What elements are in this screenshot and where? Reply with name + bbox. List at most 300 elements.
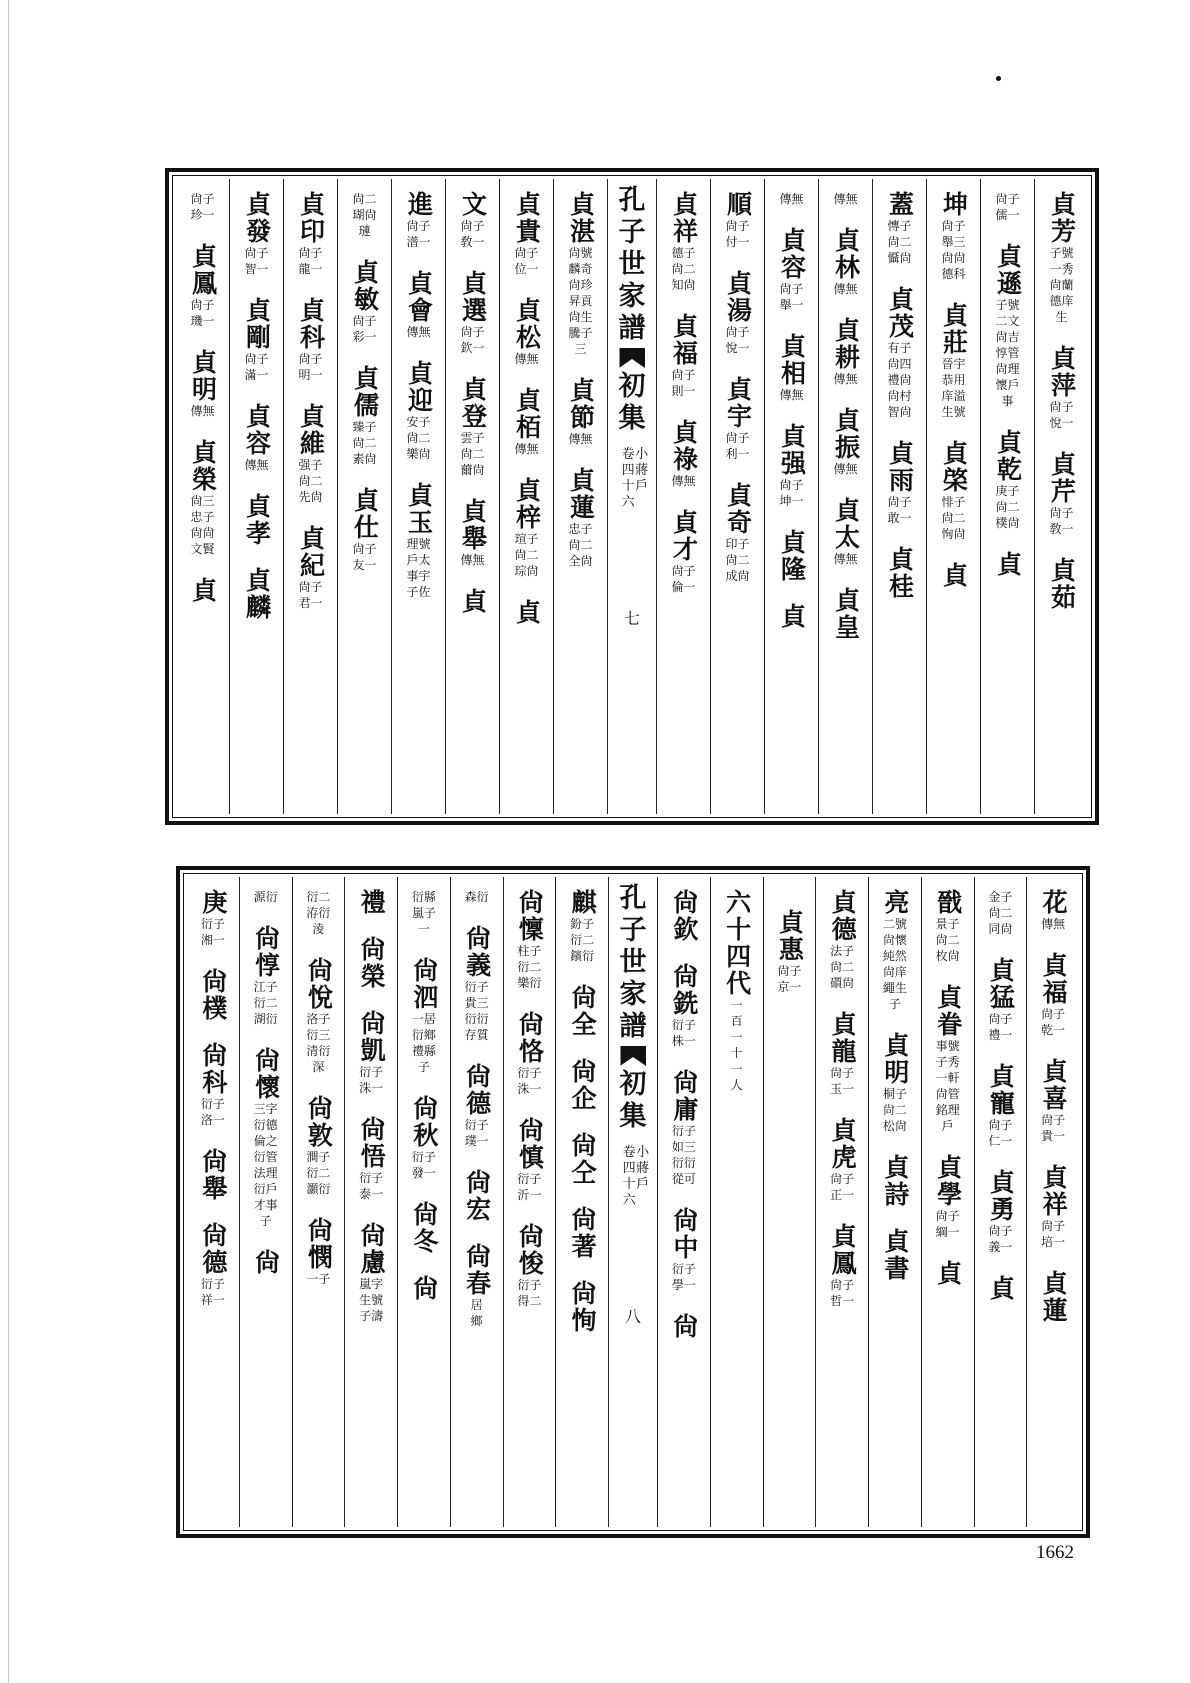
annotation-note: 尙子 bbox=[988, 1118, 1013, 1132]
person-name bbox=[777, 529, 807, 583]
annotation-note: 君一 bbox=[298, 596, 323, 610]
person-name bbox=[933, 889, 963, 916]
annotation-note: 事 bbox=[1001, 394, 1014, 408]
annotation-note: 衍子 bbox=[359, 1065, 384, 1079]
person-name-text: 貞登 bbox=[458, 376, 488, 430]
person-name bbox=[356, 1222, 386, 1276]
fishtail-mark bbox=[619, 348, 645, 368]
annotation-note: 銘理 bbox=[935, 1103, 960, 1117]
annotation-note: 先尙 bbox=[298, 490, 323, 504]
annotation-note: 湖衍 bbox=[253, 1012, 278, 1026]
person-name-text: 貞眷 bbox=[933, 984, 963, 1038]
annotation-note: 衍子 bbox=[671, 1124, 696, 1138]
annotation-note: 忠子 bbox=[190, 510, 215, 524]
annotation-note: 尙子 bbox=[830, 1172, 855, 1186]
person-name bbox=[296, 297, 326, 351]
annotation-note: 利一 bbox=[725, 447, 750, 461]
annotation-note: 敎一 bbox=[460, 235, 485, 249]
person-name bbox=[458, 270, 488, 324]
person-name bbox=[462, 925, 492, 979]
person-name-text: 貞祿 bbox=[669, 419, 699, 473]
genealogy-column bbox=[229, 179, 283, 814]
annotation-note: 尙子 bbox=[352, 542, 377, 556]
column-text bbox=[722, 889, 752, 1093]
column-text bbox=[458, 191, 488, 615]
person-name bbox=[512, 477, 542, 531]
person-name bbox=[303, 957, 333, 1011]
person-name bbox=[880, 1228, 910, 1282]
annotation-note: 培一 bbox=[1041, 1235, 1066, 1249]
column-text bbox=[188, 191, 218, 604]
person-name-text: 貞松 bbox=[512, 297, 542, 351]
annotation-note: 十 bbox=[730, 1046, 743, 1060]
annotation-note: 尙子 bbox=[1041, 1007, 1066, 1021]
annotation-note: 尙二 bbox=[460, 447, 485, 461]
annotation-note: 乾一 bbox=[1041, 1023, 1066, 1037]
person-name bbox=[669, 889, 699, 943]
person-name bbox=[567, 1132, 597, 1186]
person-name bbox=[933, 984, 963, 1038]
person-name-text: 坤 bbox=[939, 191, 969, 218]
person-name bbox=[939, 191, 969, 218]
person-name-text: 尙宏 bbox=[462, 1169, 492, 1223]
person-name-text: 貞容 bbox=[777, 227, 807, 281]
person-name-text: 貞寵 bbox=[986, 1063, 1016, 1117]
person-name bbox=[356, 1010, 386, 1064]
annotation-note: 尙子 bbox=[1041, 1113, 1066, 1127]
annotation-note: 二文 bbox=[995, 314, 1020, 328]
annotation-note: 欽一 bbox=[460, 341, 485, 355]
annotation-note: 柱子 bbox=[517, 944, 542, 958]
annotation-note: 才事 bbox=[253, 1198, 278, 1212]
column-text bbox=[723, 191, 753, 584]
annotation-note: 衍子 bbox=[200, 1097, 225, 1111]
annotation-note: 哲一 bbox=[830, 1294, 855, 1308]
annotation-note: 衍子 bbox=[517, 1066, 542, 1080]
person-name-text: 貞舉 bbox=[458, 498, 488, 552]
annotation-note: 尙二 bbox=[725, 553, 750, 567]
person-name bbox=[198, 889, 228, 916]
annotation-note: 一 bbox=[730, 1030, 743, 1044]
person-name bbox=[722, 889, 752, 997]
person-name-text: 貞貴 bbox=[512, 191, 542, 245]
genealogy-column bbox=[344, 877, 397, 1527]
annotation-note: 文賢 bbox=[190, 542, 215, 556]
person-name-text: 貞祥 bbox=[669, 191, 699, 245]
annotation-note: 衍管 bbox=[253, 1150, 278, 1164]
annotation-note: 晉宇 bbox=[941, 357, 966, 371]
annotation-note: 尙二 bbox=[298, 474, 323, 488]
person-name bbox=[1047, 557, 1077, 611]
annotation-note: 傳無 bbox=[779, 192, 804, 206]
collection-char: 集 bbox=[618, 403, 646, 434]
annotation-note: 淩 bbox=[312, 922, 325, 936]
person-name bbox=[831, 317, 861, 371]
person-name-text: 貞福 bbox=[669, 313, 699, 367]
title-char: 孔 bbox=[618, 185, 646, 216]
person-name bbox=[356, 936, 386, 990]
annotation-note: 麟奇 bbox=[568, 262, 593, 276]
person-name bbox=[1038, 952, 1068, 1006]
column-text bbox=[939, 191, 969, 589]
person-name bbox=[669, 1313, 699, 1340]
annotation-note: 尙子 bbox=[779, 282, 804, 296]
annotation-note: 礩尙 bbox=[830, 976, 855, 990]
annotation-note: 灝衍 bbox=[306, 1182, 331, 1196]
annotation-note: 尙子 bbox=[725, 431, 750, 445]
person-name bbox=[251, 925, 281, 979]
person-name-text: 尙悟 bbox=[357, 1116, 387, 1170]
annotation-note: 强子 bbox=[298, 458, 323, 472]
person-name bbox=[993, 429, 1023, 483]
annotation-note: 璣一 bbox=[190, 314, 215, 328]
annotation-note: 樸尙 bbox=[995, 516, 1020, 530]
person-name bbox=[774, 909, 804, 963]
person-name bbox=[831, 227, 861, 281]
annotation-note: 倫一 bbox=[671, 580, 696, 594]
annotation-note: 龍一 bbox=[298, 262, 323, 276]
person-name-text: 貞相 bbox=[777, 333, 807, 387]
person-name-text: 貞 bbox=[512, 599, 542, 626]
annotation-note: 尙理 bbox=[995, 362, 1020, 376]
annotation-note: 一 bbox=[730, 1062, 743, 1076]
annotation-note: 瑄子 bbox=[514, 532, 539, 546]
person-name bbox=[409, 1095, 439, 1149]
column-text bbox=[350, 191, 380, 573]
annotation-note: 從可 bbox=[671, 1172, 696, 1186]
column-text bbox=[1038, 889, 1068, 1324]
annotation-note: 清衍 bbox=[306, 1044, 331, 1058]
annotation-note: 一 bbox=[417, 922, 430, 936]
annotation-note: 儒一 bbox=[995, 208, 1020, 222]
bottom-columns bbox=[187, 877, 1079, 1527]
annotation-note: 有子 bbox=[887, 341, 912, 355]
annotation-note: 子 bbox=[417, 1060, 430, 1074]
person-name-text: 貞福 bbox=[1039, 952, 1069, 1006]
genealogy-column bbox=[764, 179, 818, 814]
person-name bbox=[188, 439, 218, 493]
annotation-note: 洛子 bbox=[306, 1012, 331, 1026]
person-name bbox=[777, 227, 807, 281]
annotation-note: 京一 bbox=[777, 980, 802, 994]
person-name-text: 貞祥 bbox=[1039, 1164, 1069, 1218]
person-name bbox=[198, 1222, 228, 1276]
person-name-text: 尙著 bbox=[568, 1206, 598, 1260]
annotation-note: 洙一 bbox=[517, 1082, 542, 1096]
genealogy-column bbox=[499, 179, 553, 814]
person-name-text: 貞茹 bbox=[1047, 557, 1077, 611]
annotation-note: 沂一 bbox=[517, 1188, 542, 1202]
volume-char: 四 bbox=[621, 463, 635, 478]
person-name-text: 貞發 bbox=[242, 191, 272, 245]
person-name bbox=[880, 1032, 910, 1086]
person-name bbox=[1038, 1270, 1068, 1324]
title-char: 世 bbox=[618, 249, 646, 280]
annotation-note: 尙子 bbox=[935, 1209, 960, 1223]
annotation-note: 子號 bbox=[995, 298, 1020, 312]
annotation-note: 湘一 bbox=[200, 933, 225, 947]
annotation-note: 素尙 bbox=[352, 452, 377, 466]
annotation-note: 澗子 bbox=[306, 1150, 331, 1164]
genealogy-column bbox=[818, 179, 872, 814]
annotation-note: 洛一 bbox=[200, 1113, 225, 1127]
person-name-text: 貞鳳 bbox=[188, 243, 218, 297]
person-name-text: 尙舉 bbox=[198, 1148, 228, 1202]
person-name-text: 貞 bbox=[777, 603, 807, 630]
person-name bbox=[512, 599, 542, 626]
person-name-text: 貞學 bbox=[933, 1154, 963, 1208]
household-label bbox=[636, 1145, 649, 1193]
genealogy-column bbox=[391, 179, 445, 814]
annotation-note: 洊衍 bbox=[306, 906, 331, 920]
annotation-note: 金子 bbox=[988, 890, 1013, 904]
person-name bbox=[514, 1223, 544, 1277]
person-name-text: 貞耕 bbox=[831, 317, 861, 371]
annotation-note: 庠溢 bbox=[941, 389, 966, 403]
column-text bbox=[1047, 191, 1077, 611]
person-name-text: 尙 bbox=[251, 1249, 281, 1276]
annotation-note: 傳無 bbox=[406, 325, 431, 339]
person-name bbox=[566, 467, 596, 521]
annotation-note: 恂尙 bbox=[941, 527, 966, 541]
person-name bbox=[827, 1117, 857, 1171]
person-name bbox=[567, 889, 597, 916]
person-name-text: 貞選 bbox=[458, 270, 488, 324]
annotation-note: 衍二 bbox=[306, 1166, 331, 1180]
person-name-text: 尙 bbox=[669, 1313, 699, 1340]
person-name-text: 尙企 bbox=[568, 1058, 598, 1112]
annotation-note: 一軒 bbox=[935, 1071, 960, 1085]
annotation-note: 尙珍 bbox=[568, 278, 593, 292]
annotation-note: 悅一 bbox=[1049, 416, 1074, 430]
top-columns bbox=[176, 179, 1088, 814]
person-name bbox=[404, 191, 434, 218]
person-name-text: 文 bbox=[458, 191, 488, 218]
person-name-text: 尙懷 bbox=[251, 1047, 281, 1101]
annotation-note: 德庠 bbox=[1049, 294, 1074, 308]
person-name-text: 尙凱 bbox=[357, 1010, 387, 1064]
annotation-note: 衍衍 bbox=[671, 1156, 696, 1170]
volume-char: 六 bbox=[621, 495, 635, 510]
column-text bbox=[251, 889, 281, 1276]
person-name-text: 貞玉 bbox=[404, 482, 434, 536]
annotation-note: 璉 bbox=[358, 224, 371, 238]
annotation-note: 衍子 bbox=[671, 1262, 696, 1276]
volume-info bbox=[622, 447, 635, 511]
person-name-text: 貞紀 bbox=[296, 525, 326, 579]
annotation-note: 繩生 bbox=[882, 981, 907, 995]
person-name bbox=[1047, 345, 1077, 399]
person-name bbox=[251, 1047, 281, 1101]
person-name-text: 貞强 bbox=[777, 423, 807, 477]
person-name-text: 貞容 bbox=[242, 403, 272, 457]
person-name bbox=[885, 191, 915, 218]
person-name-text: 貞萍 bbox=[1047, 345, 1077, 399]
annotation-note: 尙蘭 bbox=[1049, 278, 1074, 292]
annotation-note: 禮尙 bbox=[887, 373, 912, 387]
speck-mark bbox=[996, 76, 1001, 81]
annotation-note: 舉三 bbox=[941, 235, 966, 249]
annotation-note: 昇貢 bbox=[568, 294, 593, 308]
annotation-note: 尙子 bbox=[830, 1278, 855, 1292]
annotation-note: 倫之 bbox=[253, 1134, 278, 1148]
genealogy-page-seven bbox=[165, 168, 1099, 825]
person-name bbox=[514, 1011, 544, 1065]
person-name-text: 貞儒 bbox=[350, 365, 380, 419]
annotation-note: 尙子 bbox=[830, 1066, 855, 1080]
annotation-note: 衍子 bbox=[464, 1118, 489, 1132]
person-name-text: 蓋 bbox=[885, 191, 915, 218]
genealogy-column bbox=[710, 179, 764, 814]
annotation-note: 全尙 bbox=[568, 554, 593, 568]
person-name bbox=[512, 191, 542, 245]
genealogy-column bbox=[337, 179, 391, 814]
person-name bbox=[669, 191, 699, 245]
person-name bbox=[885, 440, 915, 494]
annotation-note: 忠子 bbox=[568, 522, 593, 536]
column-text bbox=[303, 889, 333, 1287]
annotation-note: 尙子 bbox=[887, 495, 912, 509]
person-name-text: 貞維 bbox=[296, 403, 326, 457]
column-text bbox=[827, 889, 857, 1309]
genealogy-column bbox=[450, 877, 503, 1527]
person-name bbox=[1038, 1058, 1068, 1112]
annotation-note: 尙二 bbox=[941, 511, 966, 525]
annotation-note: 舉一 bbox=[779, 298, 804, 312]
person-name-text: 順 bbox=[723, 191, 753, 218]
title-char: 家 bbox=[618, 281, 646, 312]
annotation-note: 子秀 bbox=[935, 1055, 960, 1069]
annotation-note: 事號 bbox=[935, 1039, 960, 1053]
annotation-note: 人 bbox=[730, 1078, 743, 1092]
annotation-note: 尙尙 bbox=[941, 251, 966, 265]
page-number: 八 bbox=[624, 1307, 642, 1326]
annotation-note: 尙子 bbox=[352, 314, 377, 328]
annotation-note: 尙二 bbox=[514, 548, 539, 562]
person-name-text: 尙義 bbox=[462, 925, 492, 979]
annotation-note: 衍縣 bbox=[411, 890, 436, 904]
person-name-text: 貞印 bbox=[296, 191, 326, 245]
person-name bbox=[669, 509, 699, 563]
genealogy-column bbox=[445, 179, 499, 814]
title-char: 子 bbox=[618, 217, 646, 248]
annotation-note: 尙二 bbox=[935, 933, 960, 947]
annotation-note: 尙村 bbox=[887, 389, 912, 403]
annotation-note: 尙二 bbox=[568, 538, 593, 552]
annotation-note: 生號 bbox=[941, 405, 966, 419]
annotation-note: 尙懷 bbox=[882, 933, 907, 947]
person-name bbox=[350, 365, 380, 419]
annotation-note: 存質 bbox=[464, 1028, 489, 1042]
person-name-text: 貞 bbox=[986, 1275, 1016, 1302]
person-name bbox=[404, 270, 434, 324]
annotation-note: 尙子 bbox=[460, 325, 485, 339]
fishtail-mark bbox=[620, 1046, 646, 1066]
column-text bbox=[296, 191, 326, 611]
annotation-note: 尙二 bbox=[352, 436, 377, 450]
person-name-text: 尙慎 bbox=[515, 1117, 545, 1171]
person-name bbox=[885, 546, 915, 600]
annotation-note: 尙子 bbox=[941, 219, 966, 233]
title-char: 子 bbox=[619, 915, 647, 946]
person-name-text: 貞科 bbox=[296, 297, 326, 351]
annotation-note: 尙號 bbox=[568, 246, 593, 260]
person-name bbox=[303, 1217, 333, 1271]
person-name-text: 貞梓 bbox=[512, 477, 542, 531]
annotation-note: 鈖子 bbox=[570, 917, 595, 931]
column-text bbox=[669, 191, 699, 595]
person-name bbox=[723, 270, 753, 324]
person-name-text: 尙樸 bbox=[198, 968, 228, 1022]
column-text bbox=[831, 191, 861, 641]
person-name bbox=[198, 1148, 228, 1202]
annotation-note: 印子 bbox=[725, 537, 750, 551]
person-name-text: 貞芳 bbox=[1047, 191, 1077, 245]
person-name bbox=[993, 243, 1023, 297]
person-name bbox=[885, 286, 915, 340]
person-name-text: 貞剛 bbox=[242, 297, 272, 351]
annotation-note: 居 bbox=[470, 1298, 483, 1312]
person-name bbox=[458, 588, 488, 615]
column-text bbox=[512, 191, 542, 626]
title-char: 譜 bbox=[618, 313, 646, 344]
person-name bbox=[188, 349, 218, 403]
annotation-note: 衍子 bbox=[200, 1277, 225, 1291]
genealogy-column bbox=[710, 877, 763, 1527]
annotation-note: 尙子 bbox=[995, 192, 1020, 206]
person-name bbox=[458, 376, 488, 430]
person-name-text: 尙全 bbox=[568, 984, 598, 1038]
annotation-note: 彩一 bbox=[352, 330, 377, 344]
annotation-note: 禮一 bbox=[988, 1028, 1013, 1042]
annotation-note: 法理 bbox=[253, 1166, 278, 1180]
column-text bbox=[774, 889, 804, 995]
person-name-text: 貞德 bbox=[828, 889, 858, 943]
annotation-note: 森衍 bbox=[464, 890, 489, 904]
column-text bbox=[669, 889, 699, 1340]
person-name-text: 貞 bbox=[993, 551, 1023, 578]
person-name-text: 貞龍 bbox=[828, 1011, 858, 1065]
person-name-text: 貞芹 bbox=[1047, 451, 1077, 505]
person-name bbox=[242, 191, 272, 245]
person-name bbox=[567, 1280, 597, 1334]
person-name bbox=[409, 1275, 439, 1302]
annotation-note: 尙子 bbox=[190, 192, 215, 206]
person-name-text: 貞茂 bbox=[885, 286, 915, 340]
person-name bbox=[669, 963, 699, 1017]
person-name bbox=[933, 1154, 963, 1208]
annotation-note: 如三 bbox=[671, 1140, 696, 1154]
person-name bbox=[404, 482, 434, 536]
person-name bbox=[985, 957, 1015, 1011]
person-name bbox=[567, 1058, 597, 1112]
annotation-note: 衍二 bbox=[253, 996, 278, 1010]
annotation-note: 戶太 bbox=[406, 553, 431, 567]
person-name bbox=[242, 493, 272, 547]
annotation-note: 尙二 bbox=[352, 192, 377, 206]
person-name-text: 貞會 bbox=[404, 270, 434, 324]
person-name bbox=[350, 487, 380, 541]
annotation-note: 德科 bbox=[941, 267, 966, 281]
genealogy-column bbox=[553, 179, 607, 814]
person-name-text: 尙德 bbox=[198, 1222, 228, 1276]
annotation-note: 尙二 bbox=[671, 262, 696, 276]
annotation-note: 學一 bbox=[671, 1278, 696, 1292]
annotation-note: 衍鄉 bbox=[411, 1028, 436, 1042]
volume-char: 十 bbox=[621, 479, 635, 494]
person-name bbox=[188, 243, 218, 297]
column-text bbox=[409, 889, 439, 1302]
